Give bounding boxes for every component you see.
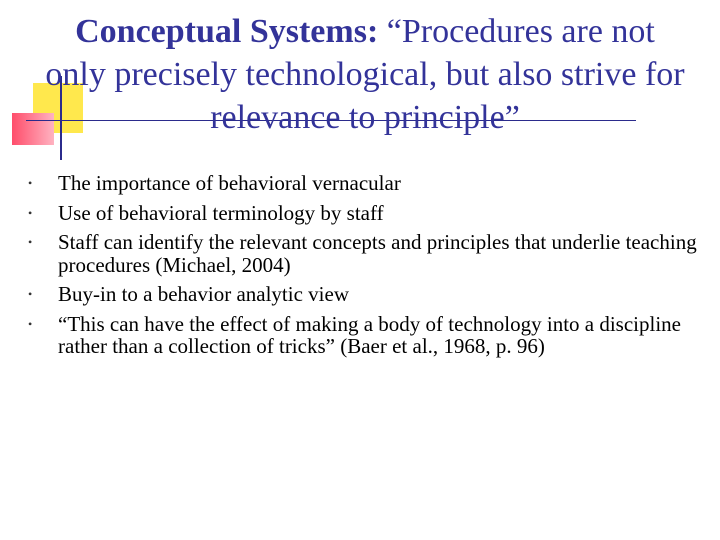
bullet-list xyxy=(28,172,708,365)
title-rest: “Procedures are not only precisely technological, but also strive for relevance to principle” xyxy=(45,13,685,136)
bullet-text: Staff can identify the relevant concepts and principles that underlie teaching procedures (Michael, 2004) xyxy=(58,230,697,277)
bullet-text: “This can have the effect of making a body of technology into a discipline rather than a collection of tricks” (Baer et al., 1968, p. 96) xyxy=(58,311,681,358)
bullet-icon: • xyxy=(28,205,33,220)
bullet-text: Use of behavioral terminology by staff xyxy=(58,200,384,225)
bullet-item xyxy=(28,202,708,225)
bullet-item xyxy=(28,231,708,276)
bullet-text: Buy-in to a behavior analytic view xyxy=(58,282,349,306)
bullet-icon: • xyxy=(28,287,33,301)
bullet-icon: • xyxy=(28,235,33,249)
bullet-item xyxy=(28,313,708,358)
bullet-icon: • xyxy=(28,176,33,190)
title-bold-part: Conceptual Systems: xyxy=(75,13,379,50)
bullet-item xyxy=(28,172,708,195)
bullet-item xyxy=(28,283,708,306)
slide-title xyxy=(45,10,685,139)
bullet-icon: • xyxy=(28,316,33,331)
bullet-text: The importance of behavioral vernacular xyxy=(58,171,401,195)
